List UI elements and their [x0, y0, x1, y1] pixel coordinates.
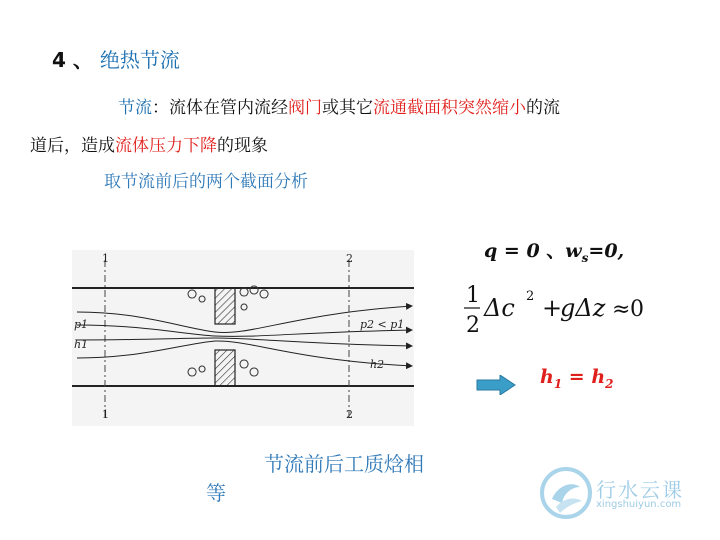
- throttling-diagram: [72, 250, 414, 426]
- conclusion-line-1: 节流前后工质焓相: [264, 452, 424, 476]
- label-h1: h1: [74, 338, 89, 351]
- definition-text-4: 道后，造成: [30, 136, 115, 156]
- label-h2: h2: [370, 358, 385, 371]
- logo-url: xingshuiyun.com: [596, 499, 682, 510]
- section-title: 绝热节流: [99, 48, 180, 72]
- definition-text-3: 的流: [526, 98, 560, 118]
- label-section-2-bottom: 2: [346, 408, 353, 421]
- label-p2-lt-p1: p2 < p1: [360, 318, 405, 331]
- cond-w-eq: =0,: [588, 240, 625, 262]
- definition-text-2: 或其它: [322, 98, 373, 118]
- label-section-1-top: 1: [102, 252, 109, 265]
- conclusion-line-2: 等: [206, 481, 226, 505]
- condition-equation: [484, 236, 624, 265]
- cond-q-eq: = 0: [497, 240, 547, 262]
- definition-pressure-drop: 流体压力下降: [115, 136, 217, 156]
- label-section-1-bottom: 1: [102, 408, 109, 421]
- eq-frac-den: 2: [466, 313, 480, 338]
- label-section-2-top: 2: [346, 252, 353, 265]
- logo-name: 行水云课: [596, 478, 684, 502]
- subtitle: 取节流前后的两个截面分析: [104, 172, 308, 192]
- eq-frac-num: 1: [466, 283, 480, 308]
- eq-g-delta-z: gΔz: [560, 294, 606, 322]
- definition-section-shrink: 流通截面积突然缩小: [373, 98, 526, 118]
- section-separator: 、: [72, 48, 93, 72]
- definition-valve: 阀门: [288, 98, 322, 118]
- definition-term: 节流: [118, 98, 152, 118]
- cond-q: q: [484, 240, 498, 262]
- result-equation: [540, 366, 614, 391]
- eq-plus: +: [542, 294, 563, 322]
- definition-text-1: 流体在管内流经: [169, 98, 288, 118]
- definition-line-2: [30, 131, 268, 156]
- result-h1: h: [540, 366, 554, 388]
- result-h2-sub: 2: [605, 376, 614, 391]
- energy-equation: [462, 278, 662, 338]
- eq-approx: ≈: [612, 297, 631, 322]
- eq-zero: 0: [630, 297, 644, 322]
- right-arrow-icon: [476, 375, 516, 395]
- section-heading: [52, 44, 180, 73]
- definition-line-1: [118, 93, 560, 118]
- result-h2: h: [591, 366, 606, 388]
- cond-w-sub: s: [581, 250, 589, 265]
- orifice-bottom: [215, 350, 235, 386]
- section-number: 4: [52, 48, 66, 72]
- result-eq: =: [562, 366, 592, 388]
- definition-colon: ：: [152, 98, 169, 118]
- definition-text-5: 的现象: [217, 136, 268, 156]
- label-p1: p1: [74, 318, 89, 331]
- cond-w: w: [565, 240, 582, 262]
- diagram-background: [72, 250, 414, 426]
- eq-delta-c: Δc: [484, 294, 515, 322]
- cond-sep: 、: [546, 240, 566, 262]
- result-h1-sub: 1: [553, 376, 563, 391]
- orifice-top: [215, 288, 235, 324]
- eq-exp: 2: [526, 289, 535, 304]
